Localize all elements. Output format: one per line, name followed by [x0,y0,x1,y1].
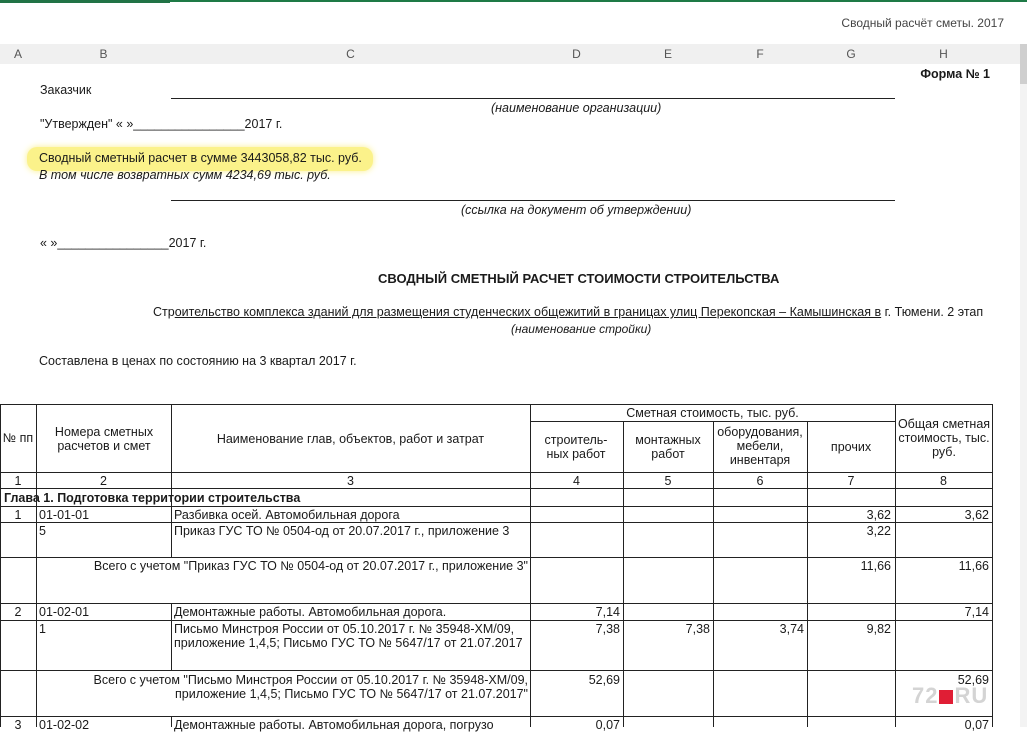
refund-sum: В том числе возвратных сумм 4234,69 тыс. руб. [39,168,331,182]
customer-underline [171,98,895,99]
row-construction: 0,07 [595,718,620,732]
approved-line: "Утвержден" « »________________2017 г. [40,117,283,131]
colnum: 5 [664,474,672,488]
project-title [153,305,983,319]
table-border-top [0,404,993,405]
org-caption: (наименование организации) [491,101,662,115]
vline-g-body [807,506,808,727]
vline-b-total1 [36,557,37,603]
header-construction: строитель-ных работ [544,433,608,461]
row-code: 01-02-02 [39,718,90,732]
doc-link-underline [171,200,895,201]
row-name: Письмо Минстроя России от 05.10.2017 г. № 35948-ХМ/09, приложение 1,4,5; Письмо ГУС ТО № 5647/17 от 21.07.2017 [174,622,523,650]
vline-e-head [623,421,624,506]
colnum: 6 [756,474,764,488]
row-code: 01-02-01 [39,605,90,619]
header-bottom-line [0,472,993,473]
header-no: № пп [2,431,34,445]
vline-g-head [807,421,808,506]
doc-link-caption: (ссылка на документ об утверждении) [461,203,692,217]
chapter-bottom-line [0,506,993,507]
document-title: Сводный расчёт сметы. 2017 [841,16,1004,30]
header-installation: монтажных работ [635,433,701,461]
row-other: 3,22 [866,524,891,538]
row-total: 0,07 [964,718,989,732]
row-other: 3,62 [866,508,891,522]
project-title-part2: оительство комплекса зданий для размещения студенческих общежитий в границах улиц Перекопская – Камышинская в [174,305,882,319]
column-header-a[interactable]: A [13,47,22,61]
project-caption: (наименование стройки) [511,322,652,336]
row-equipment: 3,74 [779,622,804,636]
colnum: 7 [847,474,855,488]
row-subtotal-label: Всего с учетом "Письмо Минстроя России от 05.10.2017 г. № 35948-ХМ/09, приложение 1,4,5; Письмо ГУС ТО № 5647/17 от 21.07.2017" [93,673,528,701]
project-title-part1: Стр [153,305,175,319]
watermark-square-icon [939,690,953,704]
row4-bottom-line [0,620,993,621]
row3-bottom-line [0,603,993,604]
header-name: Наименование глав, объектов, работ и затрат [216,432,485,446]
colnum-bottom-line [0,488,993,489]
row-other: 11,66 [860,559,891,573]
row5-bottom-line [0,670,993,671]
colnum: 1 [14,474,22,488]
chapter-title: Глава 1. Подготовка территории строительства [4,491,301,505]
vline-right [992,404,993,727]
row-code: 1 [39,622,46,636]
row-name: Разбивка осей. Автомобильная дорога [174,508,400,522]
row-construction: 52,69 [588,673,620,687]
row-no: 2 [14,605,22,619]
project-title-part3: г. Тюмени. 2 этап [881,305,984,319]
watermark-logo [912,683,988,709]
row-total: 3,62 [964,508,989,522]
main-heading: СВОДНЫЙ СМЕТНЫЙ РАСЧЕТ СТОИМОСТИ СТРОИТЕЛЬСТВА [378,271,780,286]
vline-b-body3 [36,716,37,727]
vline-c-body1 [171,506,172,557]
colnum: 4 [573,474,580,488]
column-header-bar [0,44,1020,64]
row2-bottom-line [0,557,993,558]
vline-c-body2 [171,603,172,670]
row-name: Приказ ГУС ТО № 0504-од от 20.07.2017 г., приложение 3 [174,524,510,538]
column-header-b[interactable]: B [99,47,108,61]
watermark-left: 72 [912,683,939,708]
vline-b-body2 [36,603,37,670]
row-other: 9,82 [866,622,891,636]
row1-bottom-line [0,522,993,523]
date-line: « »________________2017 г. [40,236,207,250]
row-total: 52,69 [957,673,989,687]
form-number: Форма № 1 [920,67,990,81]
vline-b-total2 [36,670,37,716]
row-no: 1 [14,508,22,522]
vline-f-body [713,506,714,727]
row-code: 5 [39,524,46,538]
header-numbers: Номера сметных расчетов и смет [54,425,154,453]
row-name: Демонтажные работы. Автомобильная дорога, погрузо [174,718,494,732]
row-name: Демонтажные работы. Автомобильная дорога. [174,605,447,619]
column-header-d[interactable]: D [572,47,581,61]
row-code: 01-01-01 [39,508,90,522]
colnum: 3 [347,474,354,488]
column-header-f[interactable]: F [756,47,764,61]
row-construction: 7,38 [595,622,620,636]
column-header-e[interactable]: E [663,47,672,61]
column-header-c[interactable]: C [346,47,355,61]
vertical-scrollbar[interactable] [1020,44,1027,727]
row-no: 3 [14,718,22,732]
header-cost-group: Сметная стоимость, тыс. руб. [626,406,799,420]
vline-b-body1 [36,506,37,557]
header-equipment: оборудования, мебели, инвентаря [717,425,803,467]
customer-label: Заказчик [40,83,92,97]
app-accent-bar [0,0,170,3]
row6-bottom-line [0,716,993,717]
summary-total: Сводный сметный расчет в сумме 3443058,82 тыс. руб. [39,151,362,165]
row-construction: 7,14 [595,605,620,619]
prices-line: Составлена в ценах по состоянию на 3 квартал 2017 г. [39,354,357,368]
vline-c-body3 [171,716,172,727]
row-total: 11,66 [958,559,989,573]
watermark-right: RU [954,683,989,708]
vline-e-body [623,506,624,727]
row-subtotal-label: Всего с учетом "Приказ ГУС ТО № 0504-од от 20.07.2017 г., приложение 3" [93,559,528,573]
colnum: 2 [100,474,107,488]
row-installation: 7,38 [685,622,710,636]
vline-left [0,404,1,727]
colnum: 8 [940,474,947,488]
header-total: Общая сметная стоимость, тыс. руб. [897,417,991,459]
scrollbar-thumb[interactable] [1020,44,1027,84]
header-other: прочих [830,440,872,454]
row-total: 7,14 [964,605,989,619]
column-header-h[interactable]: H [939,47,948,61]
column-header-g[interactable]: G [846,47,856,61]
